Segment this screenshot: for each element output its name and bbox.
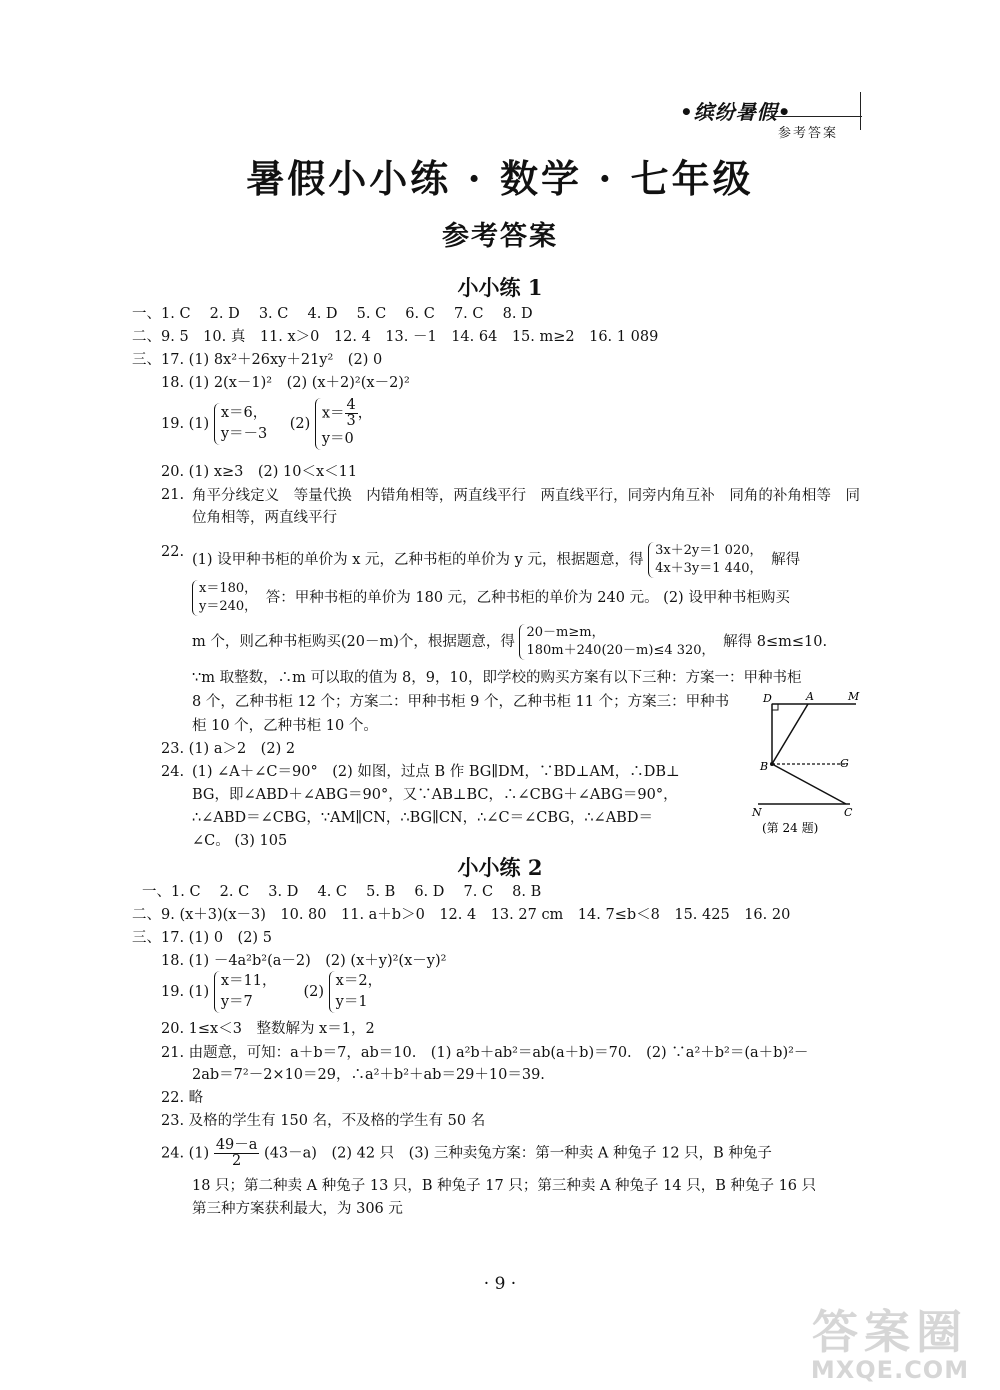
s1-q19-part1: (1) [188,416,210,432]
s1-q22-system2: x＝180， y＝240， [192,580,261,616]
s2-part3-q17: 三、17. (1) 0 (2) 5 [132,930,272,946]
section1-heading: 小小练 1 [457,275,543,300]
s1-q21-num: 21. [161,487,185,503]
s1-part1: 一、1. C 2. D 3. C 4. D 5. C 6. C 7. C 8. D [132,306,533,322]
s2-q21-line1: 21. 由题意，可知：a＋b＝7，ab＝10. (1) a²b＋ab²＝ab(a＋b)＝70. (2) ∵a²＋b²＝(a＋b)²－ [161,1045,809,1061]
s2-q19-system2: x＝2， y＝1 [329,971,386,1013]
s1-q24-line2: BG，即∠ABD＋∠ABG＝90°，又∵AB⊥BC，∴∠CBG＋∠ABG＝90°， [192,787,678,803]
s1-q19-eq1: x＝6， [220,405,268,421]
figure-caption: (第 24 题) [762,821,819,835]
s1-q19-system1 [214,403,271,445]
s1-q24-line4: ∠C。 (3) 105 [192,833,288,849]
s2-q24-line2: 18 只；第二种卖 A 种兔子 13 只，B 种兔子 17 只；第三种卖 A 种兔子 14 只，B 种兔子 16 只 [192,1178,817,1194]
s2-q23: 23. 及格的学生有 150 名，不及格的学生有 50 名 [161,1113,486,1129]
q24-figure [748,690,866,840]
s2-q19: 19. (1) x＝11， y＝7 (2) x＝2， y＝1 [161,971,386,1013]
s1-q22-line3: m 个，则乙种书柜购买(20－m)个，根据题意，得 20－m≥m， 180m＋240(20－m)≤4 320， 解得 8≤m≤10. [192,625,828,658]
s1-q22-line4: ∵m 取整数，∴m 可以取的值为 8，9，10，即学校的购买方案有以下三种：方案一：甲种书柜 [192,670,802,686]
s1-part3-q17: 三、17. (1) 8x²＋26xy＋21y² (2) 0 [132,352,383,368]
s1-q19-fraction: $\frac{4}{3}$ [346,397,356,429]
header-brand: •缤纷暑假• [680,100,792,124]
s1-part2: 二、9. 5 10. 真 11. x＞0 12. 4 13. －1 14. 64 15. m≥2 16. 1 089 [132,329,659,345]
s2-q24-line3: 第三种方案获利最大，为 306 元 [192,1201,403,1217]
s1-q22-line6: 柜 10 个，乙种书柜 10 个。 [192,718,378,734]
header-divider [860,92,861,130]
s1-q19 [161,398,376,450]
header-brand-sub: 参考答案 [778,126,839,141]
line-BC [772,764,846,804]
s1-q24-num: 24. [161,764,185,780]
s1-q23: 23. (1) a＞2 (2) 2 [161,741,296,757]
page-title: 暑假小小练 · 数学 · 七年级 [246,156,754,201]
s2-q19-system1: x＝11， y＝7 [214,971,281,1013]
s2-q18: 18. (1) －4a²b²(a－2) (2) (x＋y)²(x－y)² [161,953,447,969]
watermark [795,1296,985,1384]
s1-q22-line1: (1) 设甲种书柜的单价为 x 元，乙种书柜的单价为 y 元，根据题意，得 3x＋2y＝1 020， 4x＋3y＝1 440， 解得 [192,543,801,576]
s1-q20: 20. (1) x≥3 (2) 10＜x＜11 [161,464,358,480]
watermark-cn: 答案圈 [812,1305,968,1359]
s1-q18: 18. (1) 2(x－1)² (2) (x＋2)²(x－2)² [161,375,410,391]
label-N: N [752,806,762,819]
s2-q24-fraction: $\frac{49-a}{2}$ [215,1137,258,1169]
page-subtitle: 参考答案 [442,221,558,252]
line-AB [772,704,808,764]
s2-q24-line1: 24. (1) $\frac{49-a}{2}$ (43－a) (2) 42 只 (3) 三种卖兔方案：第一种卖 A 种兔子 12 只，B 种兔子 [161,1137,772,1169]
label-B: B [760,760,769,773]
header-rule [770,116,862,117]
s2-q20: 20. 1≤x＜3 整数解为 x＝1，2 [161,1021,375,1037]
watermark-url: MXQE.COM [810,1356,970,1384]
s1-q19-system2: x＝ $\frac{4}{3}$ ， y＝0 [315,398,376,450]
s1-q24-line1: (1) ∠A＋∠C＝90° (2) 如图，过点 B 作 BG∥DM，∵BD⊥AM，∴DB⊥ [192,764,680,780]
s1-q24-line3: ∴∠ABD＝∠CBG，∵AM∥CN，∴BG∥CN，∴∠C＝∠CBG，∴∠ABD＝ [192,810,653,826]
label-C: C [844,806,853,819]
page-number: · 9 · [483,1274,517,1294]
s1-q22-num: 22. [161,544,185,560]
s1-q22-system1: 3x＋2y＝1 020， 4x＋3y＝1 440， [648,542,766,578]
point-B [770,762,774,766]
label-G: G [840,757,849,770]
label-D: D [763,692,772,705]
s1-q21-text: 角平分线定义 等量代换 内错角相等，两直线平行 两直线平行，同旁内角互补 同角的补角相等 同位角相等，两直线平行 [192,488,860,526]
s2-q21-line2: 2ab＝7²－2×10＝29，∴a²＋b²＋ab＝29＋10＝39. [192,1067,545,1083]
s1-q22-system3: 20－m≥m， 180m＋240(20－m)≤4 320， [519,624,718,660]
s2-part1: 一、1. C 2. C 3. D 4. C 5. B 6. D 7. C 8. B [142,884,542,900]
label-A: A [806,690,814,703]
s1-q22-line2: x＝180， y＝240， 答：甲种书柜的单价为 180 元，乙种书柜的单价为 240 元。 (2) 设甲种书柜购买 [192,580,790,616]
s2-part2: 二、9. (x＋3)(x－3) 10. 80 11. a＋b＞0 12. 4 13. 27 cm 14. 7≤b＜8 15. 425 16. 20 [132,907,791,923]
section2-heading: 小小练 2 [457,855,543,880]
s1-q22-line5: 8 个，乙种书柜 12 个；方案二：甲种书柜 9 个，乙种书柜 11 个；方案三：甲种书 [192,694,730,710]
s1-q19-num: 19. [161,416,185,432]
right-angle-mark [772,704,778,710]
s1-q19-eq3-pre: x＝ [321,405,345,422]
s1-q19-eq2: y＝－3 [220,426,268,442]
s1-q19-eq4: y＝0 [321,431,354,447]
label-M: M [848,690,860,703]
s1-q19-part2: (2) [289,416,311,432]
s2-q22: 22. 略 [161,1090,204,1106]
